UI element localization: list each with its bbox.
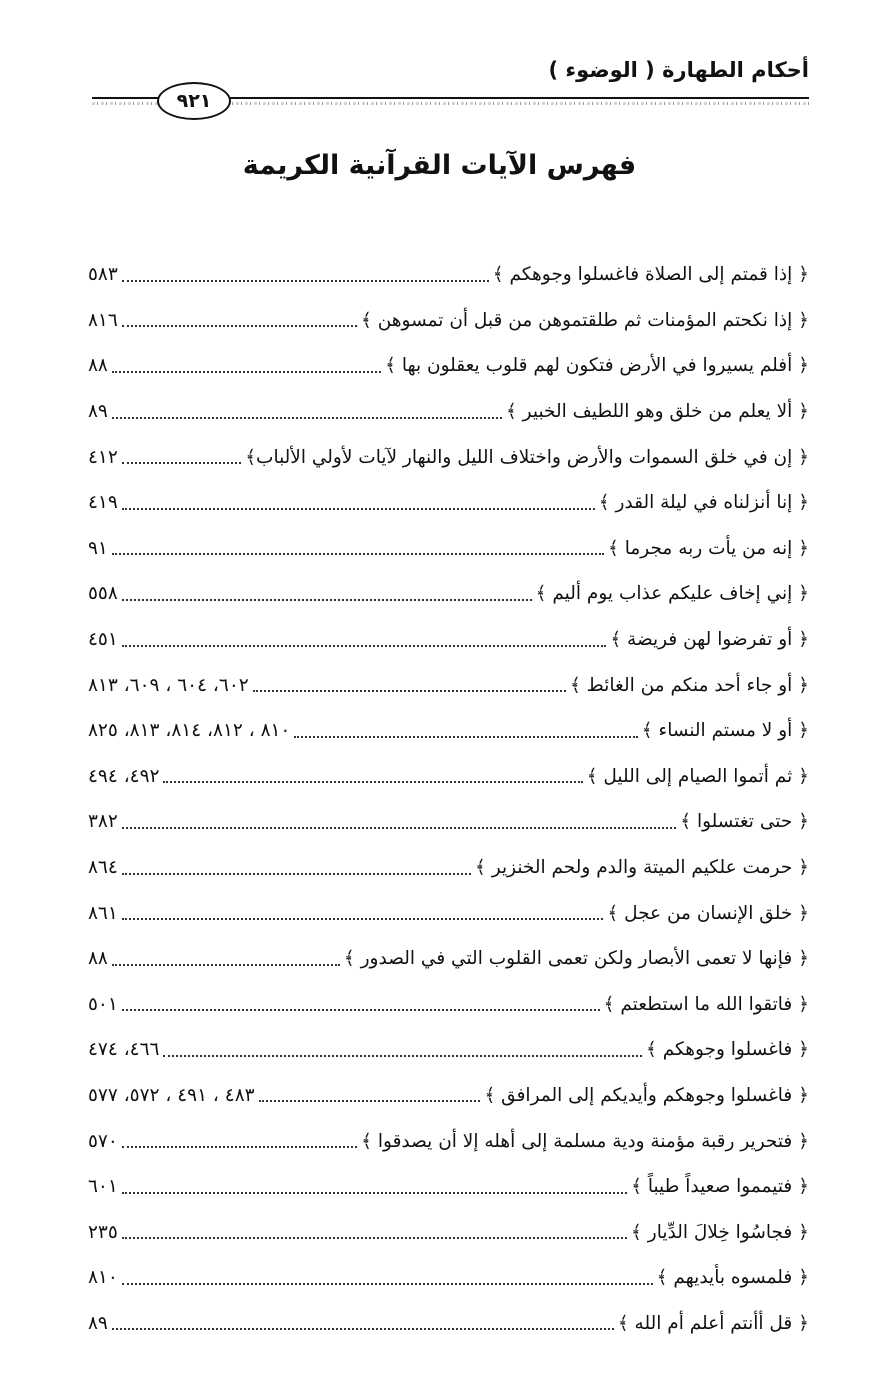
dot-leader <box>112 964 340 966</box>
index-entry <box>88 1073 809 1119</box>
dot-leader <box>112 553 604 555</box>
dot-leader <box>122 873 471 875</box>
verse-text: ﴿ فاغسلوا وجوهكم وأيديكم إلى المرافق ﴾ <box>484 1084 809 1106</box>
verse-text: ﴿ ثم أتموا الصيام إلى الليل ﴾ <box>586 765 809 787</box>
verse-text: ﴿ أفلم يسيروا في الأرض فتكون لهم قلوب يعقلون بها ﴾ <box>385 355 809 377</box>
dot-leader <box>122 1283 653 1285</box>
verse-text: ﴿ فإنها لا تعمى الأبصار ولكن تعمى القلوب التي في الصدور ﴾ <box>343 948 809 970</box>
verse-text: ﴿ حتى تغتسلوا ﴾ <box>680 811 809 833</box>
page-references: ٥٥٨ <box>88 583 118 605</box>
page-number: ٩٢١ <box>157 82 231 120</box>
index-entry <box>88 845 809 891</box>
dot-leader <box>122 918 604 920</box>
verse-text: ﴿ إني إخاف عليكم عذاب يوم أليم ﴾ <box>535 583 809 605</box>
index-entry <box>88 1164 809 1210</box>
verse-text: ﴿ إذا نكحتم المؤمنات ثم طلقتموهن من قبل أن تمسوهن ﴾ <box>360 309 809 331</box>
verse-text: ﴿ إذا قمتم إلى الصلاة فاغسلوا وجوهكم ﴾ <box>492 264 809 286</box>
dot-leader <box>122 462 241 464</box>
page-references: ٤٦٦، ٤٧٤ <box>88 1039 160 1061</box>
verse-text: ﴿ فتيمموا صعيداً طيباً ﴾ <box>631 1176 809 1198</box>
dot-leader <box>112 417 502 419</box>
index-entry <box>88 434 809 480</box>
page-references: ٨٩ <box>88 1312 108 1334</box>
verse-text: ﴿ فجاسُوا خِلالَ الدِّيار ﴾ <box>631 1221 809 1243</box>
page-references: ٨١٠ <box>88 1267 118 1289</box>
page-references: ٥٧٠ <box>88 1130 118 1152</box>
dot-leader <box>112 371 381 373</box>
dot-leader <box>122 1146 357 1148</box>
dot-leader <box>294 736 637 738</box>
dot-leader <box>122 280 489 282</box>
verse-text: ﴿ فاغسلوا وجوهكم ﴾ <box>645 1039 809 1061</box>
index-entry <box>88 1027 809 1073</box>
dot-leader <box>122 827 676 829</box>
index-entry <box>88 480 809 526</box>
page-references: ٨٦١ <box>88 902 118 924</box>
page-references: ٨٩ <box>88 401 108 423</box>
dot-leader <box>122 1237 627 1239</box>
page-references: ٤٥١ <box>88 629 118 651</box>
dot-leader <box>259 1100 481 1102</box>
index-entry <box>88 343 809 389</box>
page-references: ٨١٠ ، ٨١٢، ٨١٤، ٨١٣، ٨٢٥ <box>88 720 291 742</box>
index-entry <box>88 526 809 572</box>
dot-leader <box>112 1328 614 1330</box>
verse-text: ﴿ أو لا مستم النساء ﴾ <box>641 720 809 742</box>
index-entry <box>88 298 809 344</box>
dot-leader <box>163 781 582 783</box>
page-references: ٦٠٢، ٦٠٤ ، ٦٠٩، ٨١٣ <box>88 674 249 696</box>
index-entry <box>88 252 809 298</box>
verse-text: ﴿ فلمسوه بأيديهم ﴾ <box>656 1267 809 1289</box>
page-references: ٤٨٣ ، ٤٩١ ، ٥٧٢، ٥٧٧ <box>88 1084 255 1106</box>
verse-text: ﴿ قل أأنتم أعلم أم الله ﴾ <box>617 1312 809 1334</box>
page-references: ٦٠١ <box>88 1176 118 1198</box>
page-references: ٣٨٢ <box>88 811 118 833</box>
index-entry <box>88 936 809 982</box>
index-entry <box>88 1118 809 1164</box>
dot-leader <box>122 645 607 647</box>
verse-index-list <box>88 252 809 1346</box>
index-entry <box>88 571 809 617</box>
index-entry <box>88 662 809 708</box>
index-entry <box>88 1255 809 1301</box>
dot-leader <box>122 508 595 510</box>
index-entry <box>88 1301 809 1347</box>
verse-text: ﴿ إنه من يأت ربه مجرما ﴾ <box>608 537 809 559</box>
verse-text: ﴿ إن في خلق السموات والأرض واختلاف الليل والنهار لآيات لأولي الألباب﴾ <box>245 446 809 468</box>
verse-text: ﴿ ألا يعلم من خلق وهو اللطيف الخبير ﴾ <box>505 401 809 423</box>
index-entry <box>88 617 809 663</box>
dot-leader <box>122 1009 600 1011</box>
page-references: ٨١٦ <box>88 309 118 331</box>
dot-leader <box>253 690 566 692</box>
page-header <box>0 0 879 130</box>
page-references: ٨٨ <box>88 355 108 377</box>
page-references: ٥٠١ <box>88 993 118 1015</box>
page-references: ٢٣٥ <box>88 1221 118 1243</box>
index-entry <box>88 799 809 845</box>
page-references: ٨٦٤ <box>88 857 118 879</box>
verse-text: ﴿ إنا أنزلناه في ليلة القدر ﴾ <box>598 492 809 514</box>
index-entry <box>88 708 809 754</box>
page-references: ٤١٢ <box>88 446 118 468</box>
verse-text: ﴿ فاتقوا الله ما استطعتم ﴾ <box>603 993 809 1015</box>
verse-text: ﴿ خلق الإنسان من عجل ﴾ <box>607 902 809 924</box>
verse-text: ﴿ فتحرير رقبة مؤمنة ودية مسلمة إلى أهله إلا أن يصدقوا ﴾ <box>361 1130 809 1152</box>
index-entry <box>88 982 809 1028</box>
dot-leader <box>122 599 532 601</box>
dot-leader <box>122 325 357 327</box>
page-references: ٤٩٢، ٤٩٤ <box>88 765 160 787</box>
running-title: أحكام الطهارة ( الوضوء ) <box>548 58 809 82</box>
page-references: ٥٨٣ <box>88 264 118 286</box>
dot-leader <box>122 1192 627 1194</box>
verse-text: ﴿ أو جاء أحد منكم من الغائط ﴾ <box>569 674 809 696</box>
page-references: ٤١٩ <box>88 492 118 514</box>
page-references: ٩١ <box>88 537 108 559</box>
index-entry <box>88 389 809 435</box>
index-title: فهرس الآيات القرآنية الكريمة <box>242 150 637 181</box>
index-entry <box>88 890 809 936</box>
index-entry <box>88 754 809 800</box>
index-entry <box>88 1209 809 1255</box>
verse-text: ﴿ حرمت علكيم الميتة والدم ولحم الخنزير ﴾ <box>475 857 809 879</box>
verse-text: ﴿ أو تفرضوا لهن فريضة ﴾ <box>610 629 809 651</box>
page-references: ٨٨ <box>88 948 108 970</box>
dot-leader <box>163 1055 642 1057</box>
